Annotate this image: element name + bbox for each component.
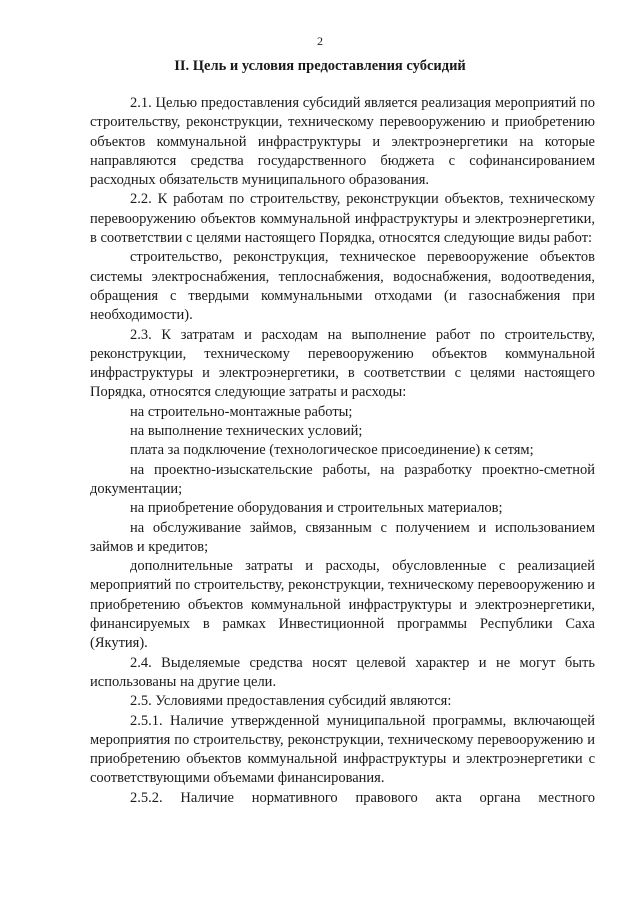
document-body — [90, 94, 595, 808]
list-item-additional-costs: дополнительные затраты и расходы, обусловленные с реализацией мероприятий по строительству, реконструкции, техническому перевооружению и приобретению объектов коммунальной инфраструктуры и электроэнергетики, финансируемых в рамках Инвестиционной программы Республики Саха (Якутия). — [90, 558, 595, 652]
paragraph-2-1: 2.1. Целью предоставления субсидий является реализация мероприятий по строительству, реконструкции, техническому перевооружению и приобретению объектов коммунальной инфраструктуры и электроэнергетики на которые направляются средства государственного бюджета с софинансированием расходных обязательств муниципального образования. — [90, 95, 595, 189]
page-number: 2 — [317, 34, 323, 48]
list-item-equipment-purchase: на приобретение оборудования и строительных материалов; — [130, 500, 503, 517]
paragraph-2-5-2: 2.5.2. Наличие нормативного правового акта органа местного — [130, 789, 595, 806]
paragraph-work-types: строительство, реконструкция, техническое перевооружение объектов системы электроснабжения, теплоснабжения, водоснабжения, водоотведения, обращения с твердыми коммунальными отходами (и газоснабжения при необходимости). — [90, 249, 595, 324]
list-item-design-works: на проектно-изыскательские работы, на разработку проектно-сметной документации; — [90, 461, 595, 497]
paragraph-2-4: 2.4. Выделяемые средства носят целевой характер и не могут быть использованы на другие цели. — [90, 654, 595, 690]
list-item-loan-servicing: на обслуживание займов, связанным с получением и использованием займов и кредитов; — [90, 519, 595, 555]
section-title: II. Цель и условия предоставления субсидий — [174, 58, 466, 74]
list-item-technical-conditions: на выполнение технических условий; — [130, 423, 363, 440]
paragraph-2-3: 2.3. К затратам и расходам на выполнение работ по строительству, реконструкции, техническому перевооружению объектов коммунальной инфраструктуры и электроэнергетики, в соответствии с целями настоящего Порядка, относятся следующие затраты и расходы: — [90, 326, 595, 401]
paragraph-2-5-1: 2.5.1. Наличие утвержденной муниципальной программы, включающей мероприятия по строительству, реконструкции, техническому перевооружению и приобретению объектов коммунальной инфраструктуры и электроэнергетики с соответствующими объемами финансирования. — [90, 712, 595, 787]
list-item-connection-fee: плата за подключение (технологическое присоединение) к сетям; — [130, 442, 534, 459]
paragraph-2-2: 2.2. К работам по строительству, реконструкции объектов, техническому перевооружению объектов коммунальной инфраструктуры и электроэнергетики, в соответствии с целями настоящего Порядка, относятся следующие виды работ: — [90, 191, 595, 247]
list-item-construction-works: на строительно-монтажные работы; — [130, 403, 353, 420]
paragraph-2-5: 2.5. Условиями предоставления субсидий являются: — [130, 693, 452, 710]
